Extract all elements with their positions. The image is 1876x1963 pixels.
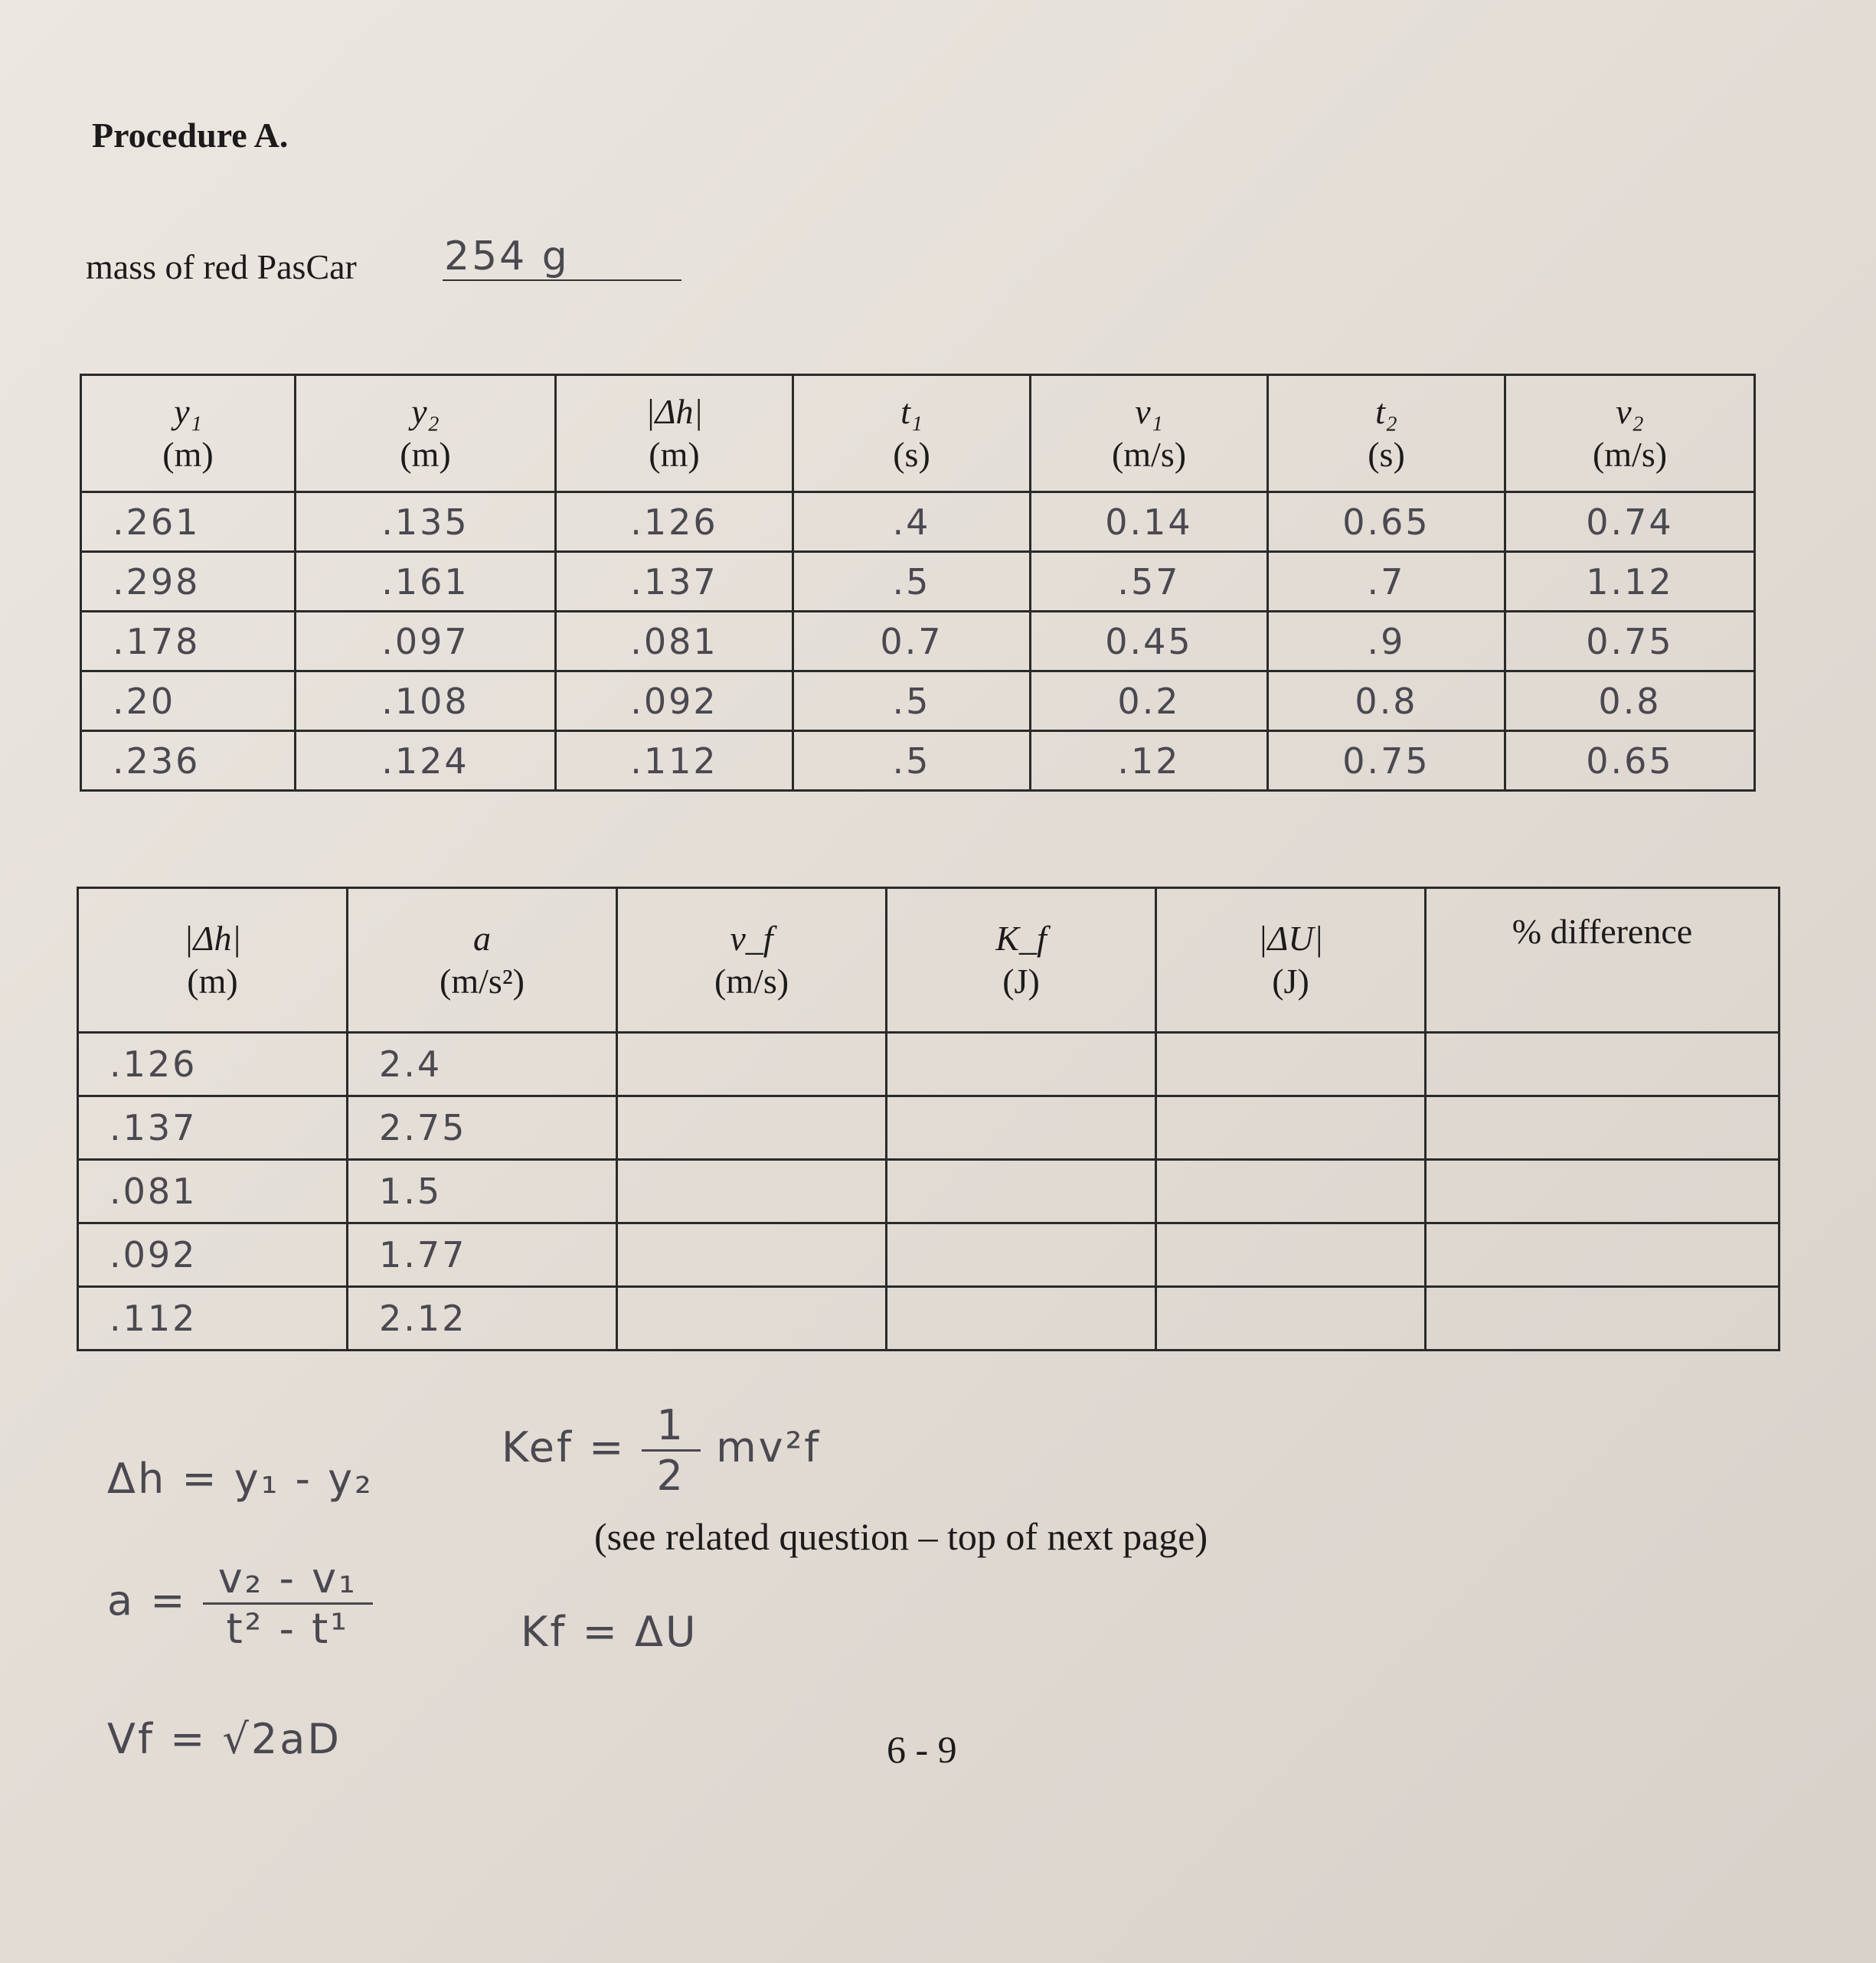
cell-t1: .5 xyxy=(793,671,1031,731)
header-delta-h: |Δh| (m) xyxy=(78,888,348,1033)
cell-t1: .4 xyxy=(793,492,1031,552)
cell-y2: .124 xyxy=(296,731,556,791)
table-header-row xyxy=(78,888,1780,1033)
page-number: 6 - 9 xyxy=(887,1728,957,1771)
cell-percent-difference[interactable] xyxy=(1426,1287,1780,1351)
cell-v2: 0.8 xyxy=(1505,671,1755,731)
table-row xyxy=(78,1033,1780,1096)
procedure-title: Procedure A. xyxy=(92,116,289,155)
cell-t2: 0.75 xyxy=(1268,731,1505,791)
cell-acceleration: 2.75 xyxy=(348,1096,617,1160)
header-t2: t₂ (s) xyxy=(1268,375,1505,492)
cell-acceleration: 1.77 xyxy=(348,1223,617,1287)
cell-delta-h: .112 xyxy=(556,731,793,791)
delta-h-formula: Δh = y₁ - y₂ xyxy=(107,1455,374,1503)
mass-label: mass of red PasCar xyxy=(86,247,357,286)
cell-v2: 1.12 xyxy=(1505,552,1755,612)
cell-t2: 0.65 xyxy=(1268,492,1505,552)
cell-kf[interactable] xyxy=(887,1096,1156,1160)
cell-delta-h: .126 xyxy=(556,492,793,552)
table-row xyxy=(81,612,1755,671)
cell-kf[interactable] xyxy=(887,1033,1156,1096)
table-row xyxy=(81,671,1755,731)
cell-y1: .261 xyxy=(81,492,296,552)
cell-percent-difference[interactable] xyxy=(1426,1160,1780,1223)
cell-t2: 0.8 xyxy=(1268,671,1505,731)
cell-delta-h: .092 xyxy=(78,1223,348,1287)
table-row xyxy=(78,1223,1780,1287)
cell-delta-u[interactable] xyxy=(1156,1096,1426,1160)
header-kf: K_f (J) xyxy=(887,888,1156,1033)
cell-delta-h: .126 xyxy=(78,1033,348,1096)
cell-percent-difference[interactable] xyxy=(1426,1033,1780,1096)
kinetic-energy-formula: Kef = $\frac{1}{2}$ mv²f xyxy=(502,1401,822,1500)
header-y2: y₂ (m) xyxy=(296,375,556,492)
header-delta-u: |ΔU| (J) xyxy=(1156,888,1426,1033)
related-question-note: (see related question – top of next page) xyxy=(594,1515,1208,1558)
cell-y1: .178 xyxy=(81,612,296,671)
cell-v2: 0.65 xyxy=(1505,731,1755,791)
cell-y2: .161 xyxy=(296,552,556,612)
cell-delta-h: .137 xyxy=(556,552,793,612)
cell-t1: .5 xyxy=(793,552,1031,612)
header-delta-h: |Δh| (m) xyxy=(556,375,793,492)
header-t1: t₁ (s) xyxy=(793,375,1031,492)
measurements-table xyxy=(80,374,1756,792)
cell-t2: .9 xyxy=(1268,612,1505,671)
cell-percent-difference[interactable] xyxy=(1426,1223,1780,1287)
cell-delta-u[interactable] xyxy=(1156,1287,1426,1351)
cell-y1: .236 xyxy=(81,731,296,791)
cell-v1: 0.2 xyxy=(1031,671,1268,731)
cell-y1: .20 xyxy=(81,671,296,731)
cell-y1: .298 xyxy=(81,552,296,612)
cell-delta-h: .137 xyxy=(78,1096,348,1160)
cell-acceleration: 1.5 xyxy=(348,1160,617,1223)
cell-kf[interactable] xyxy=(887,1160,1156,1223)
table-row xyxy=(78,1096,1780,1160)
cell-delta-h: .112 xyxy=(78,1287,348,1351)
header-percent-difference: % difference xyxy=(1426,888,1780,1033)
kf-equals-du-formula: Kf = ΔU xyxy=(521,1608,698,1656)
header-y1: y₁ (m) xyxy=(81,375,296,492)
cell-acceleration: 2.4 xyxy=(348,1033,617,1096)
cell-t1: .5 xyxy=(793,731,1031,791)
cell-v1: .57 xyxy=(1031,552,1268,612)
cell-vf[interactable] xyxy=(617,1287,887,1351)
cell-vf[interactable] xyxy=(617,1223,887,1287)
cell-delta-h: .081 xyxy=(556,612,793,671)
cell-delta-u[interactable] xyxy=(1156,1033,1426,1096)
cell-kf[interactable] xyxy=(887,1287,1156,1351)
acceleration-formula: a = $\frac{\text{v₂ - v₁}}{\text{t² - t¹}}$ xyxy=(107,1554,373,1653)
cell-delta-u[interactable] xyxy=(1156,1160,1426,1223)
cell-y2: .108 xyxy=(296,671,556,731)
cell-delta-h: .081 xyxy=(78,1160,348,1223)
mass-value: 254 g xyxy=(444,234,570,279)
cell-v1: 0.45 xyxy=(1031,612,1268,671)
table-row xyxy=(81,731,1755,791)
cell-vf[interactable] xyxy=(617,1033,887,1096)
header-vf: v_f (m/s) xyxy=(617,888,887,1033)
table-row xyxy=(81,552,1755,612)
cell-vf[interactable] xyxy=(617,1096,887,1160)
table-row xyxy=(81,492,1755,552)
table-row xyxy=(78,1160,1780,1223)
cell-v1: .12 xyxy=(1031,731,1268,791)
cell-delta-u[interactable] xyxy=(1156,1223,1426,1287)
cell-percent-difference[interactable] xyxy=(1426,1096,1780,1160)
cell-v2: 0.75 xyxy=(1505,612,1755,671)
header-acceleration: a (m/s²) xyxy=(348,888,617,1033)
cell-v1: 0.14 xyxy=(1031,492,1268,552)
mass-underline xyxy=(443,279,681,281)
table-row xyxy=(78,1287,1780,1351)
header-v2: v₂ (m/s) xyxy=(1505,375,1755,492)
header-v1: v₁ (m/s) xyxy=(1031,375,1268,492)
energy-table xyxy=(77,887,1780,1351)
cell-t1: 0.7 xyxy=(793,612,1031,671)
cell-y2: .097 xyxy=(296,612,556,671)
cell-t2: .7 xyxy=(1268,552,1505,612)
cell-delta-h: .092 xyxy=(556,671,793,731)
cell-v2: 0.74 xyxy=(1505,492,1755,552)
table-header-row xyxy=(81,375,1755,492)
cell-vf[interactable] xyxy=(617,1160,887,1223)
cell-kf[interactable] xyxy=(887,1223,1156,1287)
cell-y2: .135 xyxy=(296,492,556,552)
final-velocity-formula: Vf = √2aD xyxy=(107,1715,342,1763)
cell-acceleration: 2.12 xyxy=(348,1287,617,1351)
